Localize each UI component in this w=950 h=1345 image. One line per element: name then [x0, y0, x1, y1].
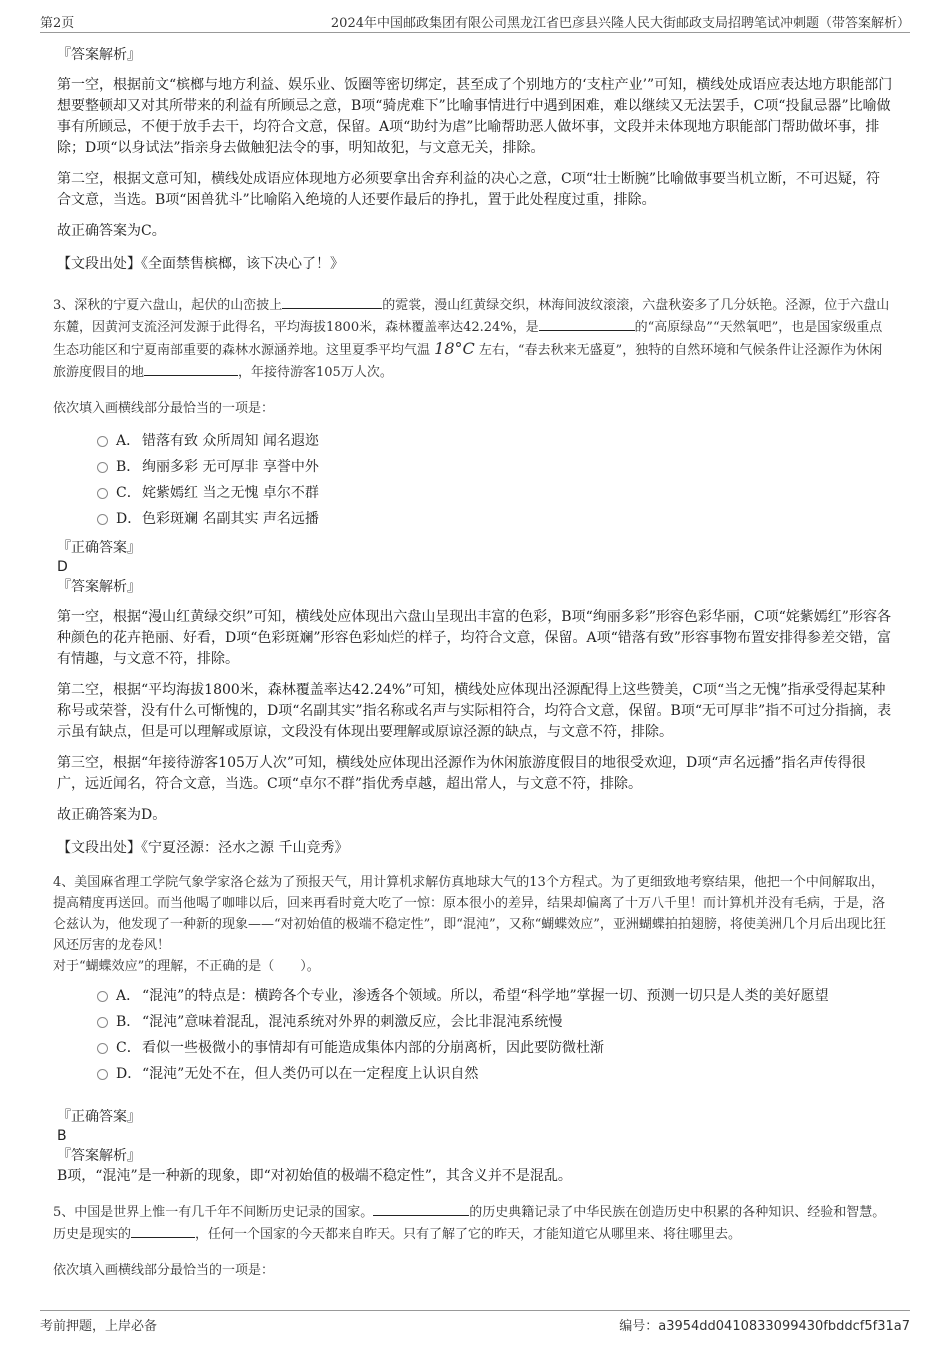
question-stem [53, 294, 893, 383]
question-prompt: 依次填入画横线部分最恰当的一项是： [53, 401, 275, 416]
radio-icon[interactable] [97, 462, 108, 473]
option-letter: B． [116, 1014, 141, 1030]
radio-icon[interactable] [97, 1043, 108, 1054]
page-number: 第2页 [40, 16, 75, 31]
option-letter: D． [116, 1066, 142, 1082]
correct-answer: B [57, 1128, 67, 1144]
option-letter: D． [116, 511, 142, 527]
correct-answer: D [57, 559, 68, 575]
code-label: 编号： [619, 1319, 659, 1334]
stem-text: 5、中国是世界上惟一有几千年不间断历史记录的国家。 [53, 1205, 374, 1220]
temperature-value: 18°C [434, 339, 475, 358]
option-d[interactable] [57, 506, 893, 532]
fill-blank [373, 1201, 469, 1216]
source-citation: 【文段出处】《宁夏泾源：泾水之源 千山竞秀》 [57, 840, 349, 856]
option-letter: C． [116, 485, 141, 501]
source-citation: 【文段出处】《全面禁售槟榔，该下决心了！》 [57, 256, 344, 272]
analysis-paragraph: B项，“混沌”是一种新的现象，即“对初始值的极端不稳定性”，其含义并不是混乱。 [57, 1168, 572, 1184]
question-4 [53, 872, 893, 1187]
fill-blank [282, 294, 382, 309]
option-text: 色彩斑斓 名副其实 声名远播 [142, 511, 319, 527]
q2-analysis [57, 45, 893, 276]
analysis-tag: 『答案解析』 [57, 47, 141, 63]
option-text: “混沌”无处不在，但人类仍可以在一定程度上认识自然 [142, 1066, 479, 1082]
option-text: 错落有致 众所周知 闻名遐迩 [142, 433, 319, 449]
radio-icon[interactable] [97, 436, 108, 447]
code-value: a3954dd0410833099430fbddcf5f31a7 [658, 1319, 910, 1334]
analysis-paragraph: 第三空，根据“年接待游客105万人次”可知，横线处应体现出泾源作为休闲旅游度假目的地很受欢迎，D项“声名远播”指名声传得很广，远近闻名，符合文意，当选。C项“卓尔不群”指优秀卓越，超出常人，与文意不符，排除。 [57, 755, 866, 792]
radio-icon[interactable] [97, 1069, 108, 1080]
stem-text: 左右，“春去秋来无盛夏”，独特的自然环境和气候条件让泾源作为休闲旅游度假目的地 [53, 343, 883, 380]
option-d[interactable] [57, 1061, 893, 1087]
analysis-paragraph: 第一空，根据前文“槟榔与地方利益、娱乐业、饭圈等密切绑定，甚至成了个别地方的‘支柱产业’”可知，横线处成语应表达地方职能部门想要整顿却又对其所带来的利益有所顾忌之意，B项“骑虎难下”比喻事情进行中遇到困难，难以继续又无法罢手，C项“投鼠忌器”比喻做事有所顾忌，不便于放手去干，均符合文意，保留。A项“助纣为虐”比喻帮助恶人做坏事，文段并未体现地方职能部门帮助做坏事，排除；D项“以身试法”指亲身去做触犯法令的事，明知故犯，与文意无关，排除。 [57, 77, 893, 156]
question-stem: 4、美国麻省理工学院气象学家洛仑兹为了预报天气，用计算机求解仿真地球大气的13个方程式。为了更细致地考察结果，他把一个中间解取出，提高精度再送回。而当他喝了咖啡以后，回来再看时竟大吃了一惊：原本很小的差异，结果却偏离了十万八千里！而计算机并没有毛病，于是，洛仑兹认为，他发现了一种新的现象——“对初始值的极端不稳定性”，即“混沌”，又称“蝴蝶效应”，亚洲蝴蝶拍拍翅膀，将使美洲几个月后出现比狂风还厉害的龙卷风！ [53, 875, 886, 953]
question-stem [53, 1201, 893, 1245]
correct-answer-tag: 『正确答案』 [57, 540, 141, 556]
option-b[interactable] [57, 454, 893, 480]
option-text: 绚丽多彩 无可厚非 享誉中外 [142, 459, 319, 475]
stem-text: 的“高原绿岛”“天然氧吧”，也是国家级重点生态功能区和宁夏南部重要的森林水源涵养地。这里夏季平均气温 [53, 320, 883, 358]
option-text: “混沌”的特点是：横跨各个专业，渗透各个领域。所以，希望“科学地”掌握一切、预测一切只是人类的美好愿望 [142, 988, 829, 1004]
option-c[interactable] [57, 1035, 893, 1061]
stem-text: 的霓裳，漫山红黄绿交织，林海间波纹滚滚，六盘秋姿多了几分妖艳。泾源，位于六盘山东麓，因黄河支流泾河发源于此得名，平均海拔1800米，森林覆盖率达42.24%，是 [53, 298, 890, 335]
document-title: 2024年中国邮政集团有限公司黑龙江省巴彦县兴隆人民大街邮政支局招聘笔试冲刺题（带答案解析） [330, 16, 910, 31]
correct-answer-tag: 『正确答案』 [57, 1109, 141, 1125]
option-a[interactable] [57, 983, 893, 1009]
option-list [57, 983, 893, 1087]
analysis-tag: 『答案解析』 [57, 1148, 141, 1164]
fill-blank [539, 316, 635, 331]
question-5 [53, 1201, 893, 1278]
fill-blank [131, 1223, 195, 1238]
option-letter: A． [116, 988, 141, 1004]
radio-icon[interactable] [97, 1017, 108, 1028]
page-footer [40, 1310, 910, 1333]
option-text: “混沌”意味着混乱，混沌系统对外界的刺激反应，会比非混沌系统慢 [142, 1014, 563, 1030]
question-prompt: 依次填入画横线部分最恰当的一项是： [53, 1263, 275, 1278]
option-list [57, 428, 893, 532]
stem-text: 的历史典籍记录了中华民族在创造历史中积累的各种知识、经验和智慧。历史是现实的 [53, 1205, 886, 1242]
radio-icon[interactable] [97, 488, 108, 499]
stem-text: ，任何一个国家的今天都来自昨天。只有了解了它的昨天，才能知道它从哪里来、将往哪里去。 [195, 1227, 742, 1242]
option-a[interactable] [57, 428, 893, 454]
radio-icon[interactable] [97, 514, 108, 525]
analysis-tag: 『答案解析』 [57, 579, 141, 595]
analysis-paragraph: 第二空，根据“平均海拔1800米，森林覆盖率达42.24%”可知，横线处应体现出泾源配得上这些赞美，C项“当之无愧”指承受得起某种称号或荣誉，没有什么可惭愧的，D项“名副其实”指名称或名声与实际相符合，均符合文意，保留。B项“无可厚非”指不可过分指摘，表示虽有缺点，但是可以理解或原谅，文段没有体现出要理解或原谅泾源的缺点，与文意不符，排除。 [57, 682, 892, 740]
option-b[interactable] [57, 1009, 893, 1035]
option-text: 看似一些极微小的事情却有可能造成集体内部的分崩离析，因此要防微杜渐 [142, 1040, 604, 1056]
document-code [619, 1315, 910, 1334]
stem-text: ，年接待游客105万人次。 [238, 365, 393, 380]
option-text: 姹紫嫣红 当之无愧 卓尔不群 [142, 485, 319, 501]
page-header [40, 10, 910, 33]
option-c[interactable] [57, 480, 893, 506]
question-3 [53, 294, 893, 860]
question-prompt: 对于“蝴蝶效应”的理解，不正确的是（ ）。 [53, 959, 320, 974]
option-letter: C． [116, 1040, 141, 1056]
footer-slogan: 考前押题，上岸必备 [40, 1319, 158, 1334]
conclusion: 故正确答案为C。 [57, 223, 166, 239]
conclusion: 故正确答案为D。 [57, 807, 167, 823]
page-content [53, 45, 893, 1290]
radio-icon[interactable] [97, 991, 108, 1002]
option-letter: B． [116, 459, 141, 475]
option-letter: A． [116, 433, 141, 449]
fill-blank [144, 361, 238, 376]
analysis-paragraph: 第二空，根据文意可知，横线处成语应体现地方必须要拿出舍弃利益的决心之意，C项“壮士断腕”比喻做事要当机立断，不可迟疑，符合文意，当选。B项“困兽犹斗”比喻陷入绝境的人还要作最后的挣扎，置于此处程度过重，排除。 [57, 171, 881, 208]
stem-text: 3、深秋的宁夏六盘山，起伏的山峦披上 [53, 298, 283, 313]
analysis-paragraph: 第一空，根据“漫山红黄绿交织”可知，横线处应体现出六盘山呈现出丰富的色彩，B项“绚丽多彩”形容色彩华丽，C项“姹紫嫣红”形容各种颜色的花卉艳丽、好看，D项“色彩斑斓”形容色彩灿烂的样子，均符合文意，保留。A项“错落有致”形容事物布置安排得参差交错，富有情趣，与文意不符，排除。 [57, 609, 891, 667]
